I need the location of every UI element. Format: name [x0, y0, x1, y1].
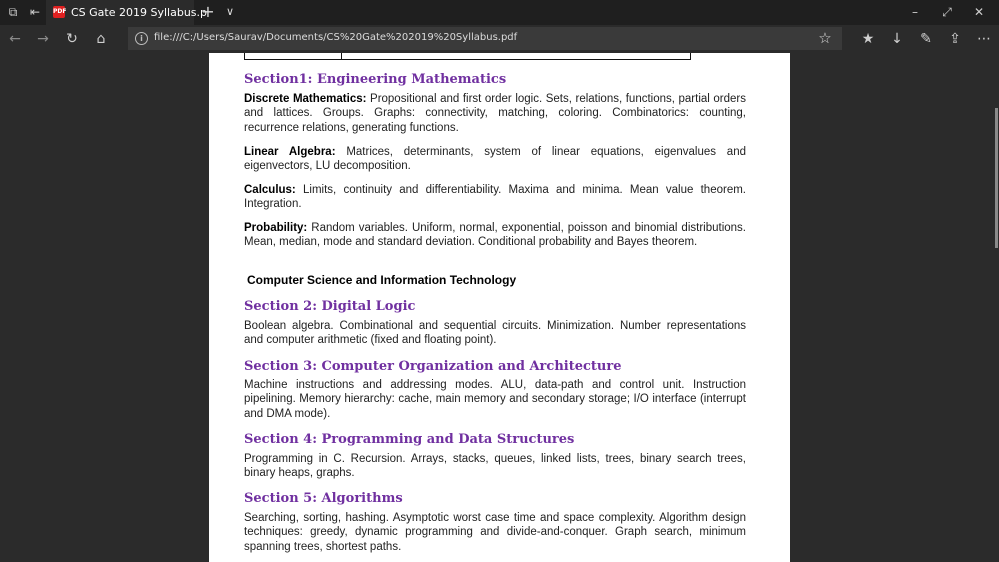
info-icon[interactable]: i: [135, 32, 148, 45]
favorites-icon[interactable]: ★: [861, 31, 875, 47]
paragraph-probability: [244, 221, 746, 250]
navigation-bar: [0, 25, 999, 53]
pdf-page: [209, 53, 790, 562]
pdf-viewer[interactable]: [0, 53, 999, 562]
paragraph-digital-logic: Boolean algebra. Combinational and sequential circuits. Minimization. Number representations and computer arithmetic (fixed and floating point).: [244, 320, 746, 347]
downloads-icon[interactable]: ↓: [891, 31, 903, 47]
section-title: Section 3: Computer Organization and Architecture: [244, 359, 622, 374]
close-icon[interactable]: ✕: [973, 5, 985, 19]
restore-icon[interactable]: ⤢: [942, 5, 952, 19]
home-icon[interactable]: ⌂: [96, 31, 106, 47]
refresh-icon[interactable]: ↻: [66, 31, 78, 47]
scrollbar-thumb[interactable]: [995, 108, 998, 248]
para-label: Probability:: [244, 222, 308, 234]
paragraph-algorithms: Searching, sorting, hashing. Asymptotic worst case time and space complexity. Algorithm design techniques: greedy, dynamic programming and divide-and-conquer. Graph search, minimum spanning trees, shortest paths.: [244, 512, 746, 553]
scrollbar[interactable]: [992, 53, 999, 562]
subheading: Computer Science and Information Technology: [247, 273, 517, 287]
section-title: Section1: Engineering Mathematics: [244, 72, 507, 87]
paragraph-calculus: [244, 183, 746, 212]
minimize-icon[interactable]: –: [912, 5, 918, 19]
para-label: Calculus:: [244, 184, 296, 196]
paragraph-discrete-math: [244, 92, 746, 135]
title-bar: [0, 0, 999, 25]
para-label: Linear Algebra:: [244, 146, 336, 158]
forward-icon[interactable]: →: [37, 31, 49, 47]
section-title: Section 5: Algorithms: [244, 491, 403, 506]
para-text: Matrices, determinants, system of linear equations, eigenvalues and eigenvectors, LU decomposition.: [244, 146, 746, 173]
tabs-icon[interactable]: ⧉: [8, 5, 18, 19]
new-tab-icon[interactable]: +: [201, 2, 215, 21]
section-title: Section 2: Digital Logic: [244, 299, 416, 314]
para-text: Limits, continuity and differentiability. Maxima and minima. Mean value theorem. Integration.: [244, 184, 746, 211]
pen-icon[interactable]: ✎: [920, 31, 932, 47]
section-title: Section 4: Programming and Data Structures: [244, 432, 575, 447]
pdf-icon: PDF: [53, 6, 65, 18]
tab-active[interactable]: [46, 0, 208, 25]
back-icon[interactable]: ←: [9, 31, 21, 47]
paragraph-coa: Machine instructions and addressing modes. ALU, data-path and control unit. Instruction pipelining. Memory hierarchy: cache, main memory and secondary storage; I/O interface (interrupt and DMA mode).: [244, 379, 746, 420]
more-icon[interactable]: ⋯: [977, 31, 991, 47]
url-text[interactable]: file:///C:/Users/Saurav/Documents/CS%20Gate%202019%20Syllabus.pdf: [154, 32, 518, 43]
share-icon[interactable]: ⇪: [949, 31, 961, 47]
para-text: Propositional and first order logic. Sets, relations, functions, partial orders and lattices. Groups. Graphs: connectivity, matching, coloring. Combinatorics: counting, recurrence relations, generating functions.: [244, 93, 746, 134]
paragraph-linear-algebra: [244, 145, 746, 174]
para-label: Discrete Mathematics:: [244, 93, 367, 105]
table-fragment: [244, 53, 691, 60]
favorite-star-icon[interactable]: ☆: [818, 29, 832, 47]
paragraph-pds: Programming in C. Recursion. Arrays, stacks, queues, linked lists, trees, binary search trees, binary heaps, graphs.: [244, 453, 746, 480]
address-bar[interactable]: [128, 27, 842, 50]
tab-list-icon[interactable]: ∨: [225, 5, 235, 18]
tab-title: CS Gate 2019 Syllabus.p: [71, 6, 208, 19]
back-tabs-icon[interactable]: ⇤: [29, 5, 41, 19]
para-text: Random variables. Uniform, normal, exponential, poisson and binomial distributions. Mean, median, mode and standard deviation. Conditional probability and Bayes theorem.: [244, 222, 746, 249]
